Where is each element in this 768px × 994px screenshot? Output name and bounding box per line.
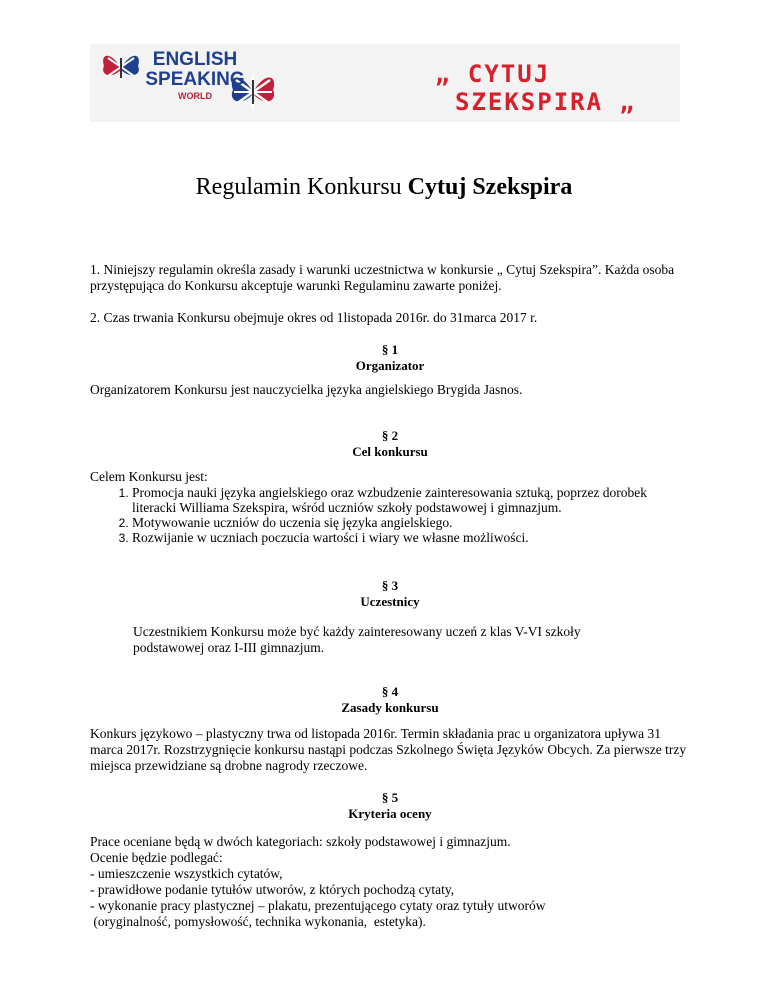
english-speaking-world-logo xyxy=(100,48,280,120)
criteria-line: Ocenie będzie podlegać: xyxy=(90,850,223,865)
intro-paragraph-2: 2. Czas trwania Konkursu obejmuje okres od 1listopada 2016r. do 31marca 2017 r. xyxy=(90,310,538,325)
section-4-text: Konkurs językowo – plastyczny trwa od listopada 2016r. Termin składania prac u organizatora upływa 31 marca 2017r. Rozstrzygnięcie konkursu nastąpi podczas Szkolnego Święta Języków Obcych. Za pierwsze trzy miejsca przewidziane są drobne nagrody rzeczowe. xyxy=(90,726,687,773)
section-heading: Organizator xyxy=(355,358,425,373)
section-heading: Cel konkursu xyxy=(352,444,428,459)
section-1-text: Organizatorem Konkursu jest nauczycielka języka angielskiego Brygida Jasnos. xyxy=(90,382,523,397)
title-bold: Cytuj Szekspira xyxy=(407,174,573,200)
butterfly-icon xyxy=(100,48,142,88)
criteria-line: (oryginalność, pomysłowość, technika wykonania, estetyka). xyxy=(90,914,426,929)
logo-line1: ENGLISH xyxy=(152,49,238,70)
list-item: 3. Rozwijanie w uczniach poczucia wartości i wiary we własne możliwości. xyxy=(132,530,690,545)
objectives-list xyxy=(90,485,690,545)
section-heading: Uczestnicy xyxy=(360,594,420,609)
section-5-body xyxy=(90,834,690,930)
section-2 xyxy=(90,428,690,460)
section-2-lead: Celem Konkursu jest: xyxy=(90,469,208,484)
title-normal: Regulamin Konkursu xyxy=(195,174,402,200)
section-3-text: Uczestnikiem Konkursu może być każdy zainteresowany uczeń z klas V-VI szkoły podstawowej oraz I-III gimnazjum. xyxy=(133,624,581,655)
section-mark: § 4 xyxy=(381,684,399,699)
section-4 xyxy=(90,684,690,716)
list-item: 1. Promocja nauki języka angielskiego oraz wzbudzenie zainteresowania sztuką, poprzez dorobek literacki Williama Szekspira, wśród uczniów szkoły podstawowej i gimnazjum. xyxy=(132,485,690,515)
section-mark: § 2 xyxy=(381,428,399,443)
section-heading: Zasady konkursu xyxy=(341,700,439,715)
criteria-line: Prace oceniane będą w dwóch kategoriach: szkoły podstawowej i gimnazjum. xyxy=(90,834,511,849)
criteria-line: - umieszczenie wszystkich cytatów, xyxy=(90,866,283,881)
cytuj-line2: SZEKSPIRA „ xyxy=(455,88,636,116)
section-mark: § 3 xyxy=(381,578,399,593)
section-mark: § 1 xyxy=(381,342,399,357)
section-1 xyxy=(90,342,690,374)
logo-line3: WORLD xyxy=(178,91,212,101)
intro-paragraph-1: 1. Niniejszy regulamin określa zasady i warunki uczestnictwa w konkursie „ Cytuj Szekspira”. Każda osoba przystępująca do Konkursu akceptuje warunki Regulaminu zawarte poniżej. xyxy=(90,262,675,293)
cytuj-line1: „ CYTUJ xyxy=(435,60,551,88)
list-item: 2. Motywowanie uczniów do uczenia się języka angielskiego. xyxy=(132,515,690,530)
logo-text xyxy=(140,50,250,102)
criteria-line: - prawidłowe podanie tytułów utworów, z których pochodzą cytaty, xyxy=(90,882,455,897)
section-5 xyxy=(90,790,690,822)
section-heading: Kryteria oceny xyxy=(348,806,432,821)
section-3 xyxy=(90,578,690,610)
header-banner xyxy=(90,44,680,122)
cytuj-szekspira-graphic xyxy=(435,50,680,120)
page-title xyxy=(0,174,768,201)
section-2-body xyxy=(90,469,690,545)
section-mark: § 5 xyxy=(381,790,399,805)
logo-line2: SPEAKING xyxy=(145,69,245,90)
criteria-line: - wykonanie pracy plastycznej – plakatu, prezentującego cytaty oraz tytuły utworów xyxy=(90,898,546,913)
